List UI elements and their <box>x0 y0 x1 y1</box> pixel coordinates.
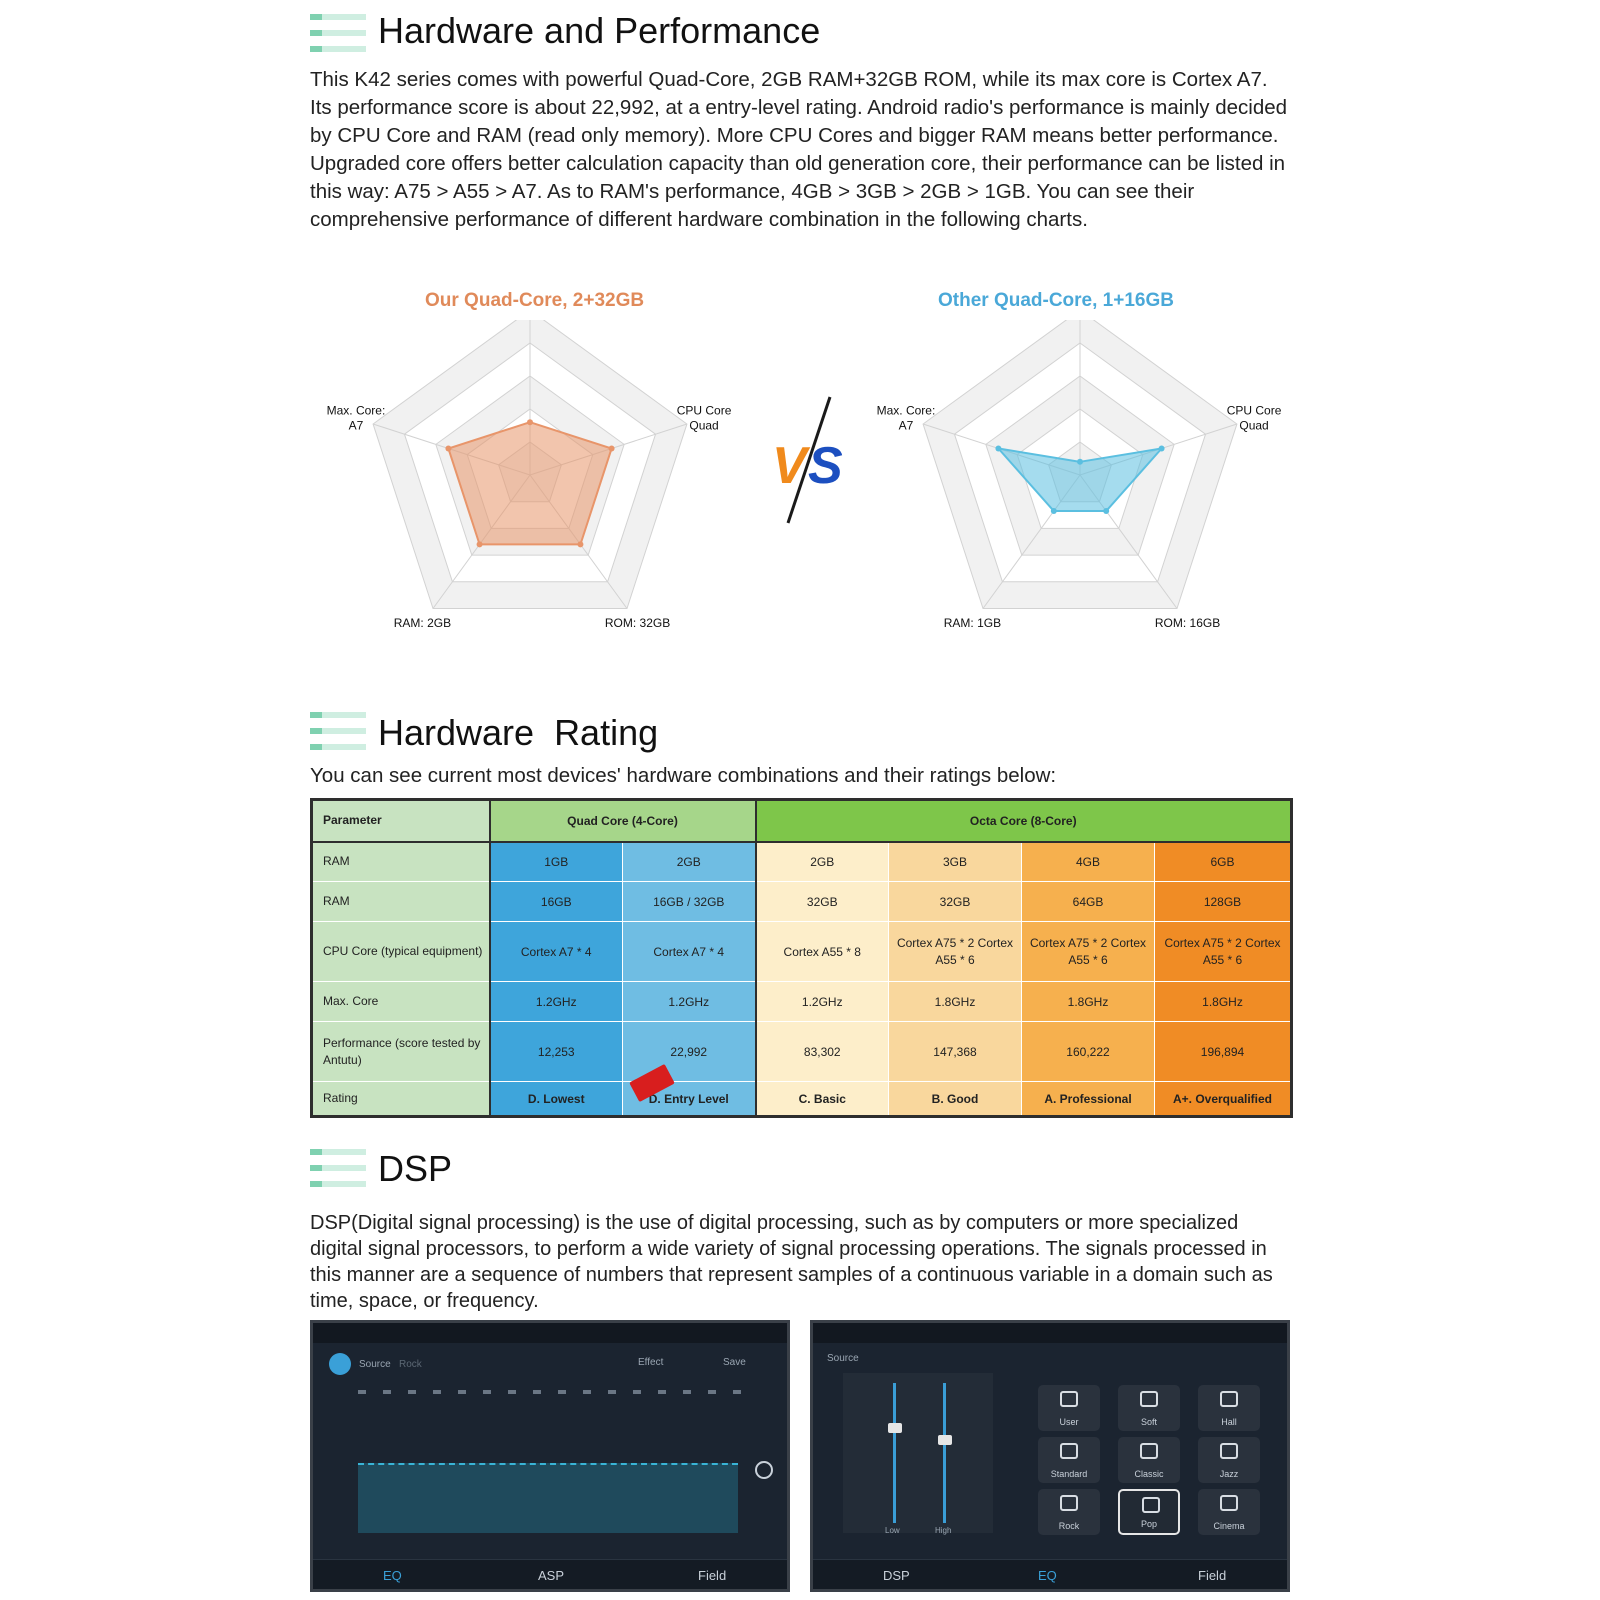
table-header-quad: Quad Core (4-Core) <box>490 800 756 842</box>
user-icon <box>1060 1391 1078 1407</box>
eq-tick <box>533 1390 541 1394</box>
high-slider-track[interactable] <box>943 1383 946 1523</box>
table-cell: D. Entry Level <box>623 1082 756 1117</box>
table-cell: 2GB <box>623 842 756 882</box>
radar-axis-label: ROM: 32GB <box>604 616 671 631</box>
radar-axis-label: Max. Core: A7 <box>876 403 936 433</box>
other-chart-title: Other Quad-Core, 1+16GB <box>938 290 1174 311</box>
eq-tick <box>508 1390 516 1394</box>
eq-tick <box>633 1390 641 1394</box>
high-slider-knob[interactable] <box>938 1435 952 1445</box>
dsp-screenshot <box>810 1320 1290 1592</box>
jazz-icon <box>1220 1443 1238 1459</box>
eq-tick <box>408 1390 416 1394</box>
eq-tick <box>483 1390 491 1394</box>
rock-icon <box>1060 1495 1078 1511</box>
table-cell: 4GB <box>1022 842 1155 882</box>
radar-data-point <box>1077 459 1083 465</box>
section-list-icon <box>310 1145 366 1193</box>
preset-rock[interactable]: Rock <box>1038 1489 1100 1535</box>
radar-data-area <box>448 422 611 544</box>
table-cell: C. Basic <box>756 1082 889 1117</box>
eq-tick <box>358 1390 366 1394</box>
low-slider-knob[interactable] <box>888 1423 902 1433</box>
table-cell: A. Professional <box>1022 1082 1155 1117</box>
table-cell: 147,368 <box>889 1022 1022 1082</box>
radar-data-point <box>445 445 451 451</box>
table-cell: 2GB <box>756 842 889 882</box>
section-list-icon <box>310 708 366 756</box>
nav-field[interactable]: Field <box>1198 1568 1227 1583</box>
table-cell: Cortex A75 * 2 Cortex A55 * 6 <box>1022 922 1155 982</box>
slider-panel <box>843 1373 993 1533</box>
our-radar-chart <box>300 320 760 680</box>
radar-data-point <box>995 445 1001 451</box>
preset-standard[interactable]: Standard <box>1038 1437 1100 1483</box>
cinema-icon <box>1220 1495 1238 1511</box>
table-cell: 22,992 <box>623 1022 756 1082</box>
nav-eq[interactable]: EQ <box>1038 1568 1057 1583</box>
pop-icon <box>1142 1497 1160 1513</box>
table-cell: 1.2GHz <box>623 982 756 1022</box>
table-row-label: Performance (score tested by Antutu) <box>312 1022 490 1082</box>
table-cell: 1.2GHz <box>490 982 623 1022</box>
table-row <box>312 922 1292 982</box>
table-cell: 83,302 <box>756 1022 889 1082</box>
table-cell: Cortex A75 * 2 Cortex A55 * 6 <box>1155 922 1292 982</box>
reset-icon[interactable] <box>755 1461 773 1479</box>
radar-axis-label: ROM: 16GB <box>1154 616 1221 631</box>
table-cell: 3GB <box>889 842 1022 882</box>
table-cell: 64GB <box>1022 882 1155 922</box>
table-cell: B. Good <box>889 1082 1022 1117</box>
table-cell: Cortex A7 * 4 <box>490 922 623 982</box>
preset-cinema[interactable]: Cinema <box>1198 1489 1260 1535</box>
table-cell: 1GB <box>490 842 623 882</box>
bottom-nav <box>313 1559 787 1589</box>
eq-tick <box>458 1390 466 1394</box>
table-cell: 1.2GHz <box>756 982 889 1022</box>
radar-data-point <box>1051 508 1057 514</box>
preset-user[interactable]: User <box>1038 1385 1100 1431</box>
tab-effect[interactable]: Effect <box>638 1357 664 1368</box>
nav-field[interactable]: Field <box>698 1568 727 1583</box>
dsp-title: DSP <box>378 1148 453 1189</box>
table-cell: 160,222 <box>1022 1022 1155 1082</box>
eq-frequency-ticks <box>358 1390 738 1400</box>
preset-soft[interactable]: Soft <box>1118 1385 1180 1431</box>
hardware-performance-title: Hardware and Performance <box>378 10 821 51</box>
radar-axis-label: Max. Core: A7 <box>326 403 386 433</box>
table-cell: A+. Overqualified <box>1155 1082 1292 1117</box>
table-row <box>312 982 1292 1022</box>
vs-emblem <box>768 395 858 525</box>
nav-dsp[interactable]: DSP <box>883 1568 910 1583</box>
table-cell: 1.8GHz <box>889 982 1022 1022</box>
source-icon <box>329 1353 351 1375</box>
radar-data-point <box>1103 508 1109 514</box>
source-value: Rock <box>399 1359 422 1370</box>
table-cell: D. Lowest <box>490 1082 623 1117</box>
radar-axis-label: CPU Core Quad <box>1226 403 1282 433</box>
bottom-nav <box>813 1559 1287 1589</box>
table-row <box>312 1082 1292 1117</box>
eq-curve[interactable] <box>358 1463 738 1533</box>
table-cell: 16GB <box>490 882 623 922</box>
dsp-text: DSP(Digital signal processing) is the use of digital processing, such as by computers or more specialized digital signal processors, to perform a wide variety of signal processing operations. The signals processed in this manner are a sequence of numbers that represent samples of a continuous variable in a domain such as time, space, or frequency. <box>310 1212 1273 1312</box>
our-chart-title: Our Quad-Core, 2+32GB <box>425 290 645 311</box>
hardware-rating-intro: You can see current most devices' hardware combinations and their ratings below: <box>310 764 1057 787</box>
table-cell: 1.8GHz <box>1155 982 1292 1022</box>
eq-tick <box>658 1390 666 1394</box>
radar-axis-label: RAM: 1GB <box>943 616 1002 631</box>
preset-classic[interactable]: Classic <box>1118 1437 1180 1483</box>
high-slider-label: High <box>935 1526 952 1535</box>
soft-icon <box>1140 1391 1158 1407</box>
radar-data-point <box>477 541 483 547</box>
preset-pop[interactable]: Pop <box>1118 1489 1180 1535</box>
hardware-rating-title: Hardware Rating <box>378 712 659 753</box>
section-list-icon <box>310 10 366 58</box>
table-cell: 196,894 <box>1155 1022 1292 1082</box>
radar-data-point <box>1159 445 1165 451</box>
table-cell: 32GB <box>756 882 889 922</box>
table-cell: 1.8GHz <box>1022 982 1155 1022</box>
table-row-label: RAM <box>312 882 490 922</box>
source-label: Source <box>827 1353 859 1364</box>
vs-s-letter: S <box>808 437 843 495</box>
table-row <box>312 842 1292 882</box>
radar-axis-label: CPU Core Quad <box>676 403 732 433</box>
table-cell: 12,253 <box>490 1022 623 1082</box>
eq-tick <box>608 1390 616 1394</box>
table-cell: Cortex A75 * 2 Cortex A55 * 6 <box>889 922 1022 982</box>
table-header-parameter: Parameter <box>312 800 490 842</box>
table-cell: 6GB <box>1155 842 1292 882</box>
preset-hall[interactable]: Hall <box>1198 1385 1260 1431</box>
preset-jazz[interactable]: Jazz <box>1198 1437 1260 1483</box>
eq-tick <box>733 1390 741 1394</box>
table-cell: 32GB <box>889 882 1022 922</box>
table-cell: 128GB <box>1155 882 1292 922</box>
low-slider-track[interactable] <box>893 1383 896 1523</box>
classic-icon <box>1140 1443 1158 1459</box>
eq-tick <box>583 1390 591 1394</box>
eq-tick <box>558 1390 566 1394</box>
table-row <box>312 1022 1292 1082</box>
other-radar-chart <box>850 320 1310 680</box>
status-bar <box>313 1323 787 1343</box>
table-cell: Cortex A55 * 8 <box>756 922 889 982</box>
eq-tick <box>383 1390 391 1394</box>
table-header-row <box>312 800 1292 842</box>
table-header-octa: Octa Core (8-Core) <box>756 800 1292 842</box>
source-label: Source <box>359 1359 391 1370</box>
table-row-label: Max. Core <box>312 982 490 1022</box>
tab-save[interactable]: Save <box>723 1357 746 1368</box>
hall-icon <box>1220 1391 1238 1407</box>
table-row-label: Rating <box>312 1082 490 1117</box>
vs-v-letter: V <box>772 437 807 495</box>
table-cell: 16GB / 32GB <box>623 882 756 922</box>
nav-asp[interactable]: ASP <box>538 1568 565 1583</box>
nav-eq[interactable]: EQ <box>383 1568 402 1583</box>
hardware-performance-text: This K42 series comes with powerful Quad-Core, 2GB RAM+32GB ROM, while its max core is Cortex A7. Its performance score is about 22,992, at a entry-level rating. Android radio's performance is mainly decided by CPU Core and RAM (read only memory). More CPU Cores and bigger RAM means better performance. Upgraded core offers better calculation capacity than old generation core, their performance can be listed in this way: A75 > A55 > A7. As to RAM's performance, 4GB > 3GB > 2GB > 1GB. You can see their comprehensive performance of different hardware combination in the following charts. <box>310 68 1288 231</box>
table-row-label: RAM <box>312 842 490 882</box>
eq-screenshot <box>310 1320 790 1592</box>
radar-data-point <box>577 541 583 547</box>
eq-tick <box>433 1390 441 1394</box>
radar-data-point <box>527 419 533 425</box>
table-row <box>312 882 1292 922</box>
status-bar <box>813 1323 1287 1343</box>
hardware-rating-table <box>310 798 1293 1118</box>
radar-data-point <box>609 445 615 451</box>
table-row-label: CPU Core (typical equipment) <box>312 922 490 982</box>
low-slider-label: Low <box>885 1526 900 1535</box>
radar-axis-label: RAM: 2GB <box>393 616 452 631</box>
eq-tick <box>708 1390 716 1394</box>
table-cell: Cortex A7 * 4 <box>623 922 756 982</box>
standard-icon <box>1060 1443 1078 1459</box>
eq-tick <box>683 1390 691 1394</box>
